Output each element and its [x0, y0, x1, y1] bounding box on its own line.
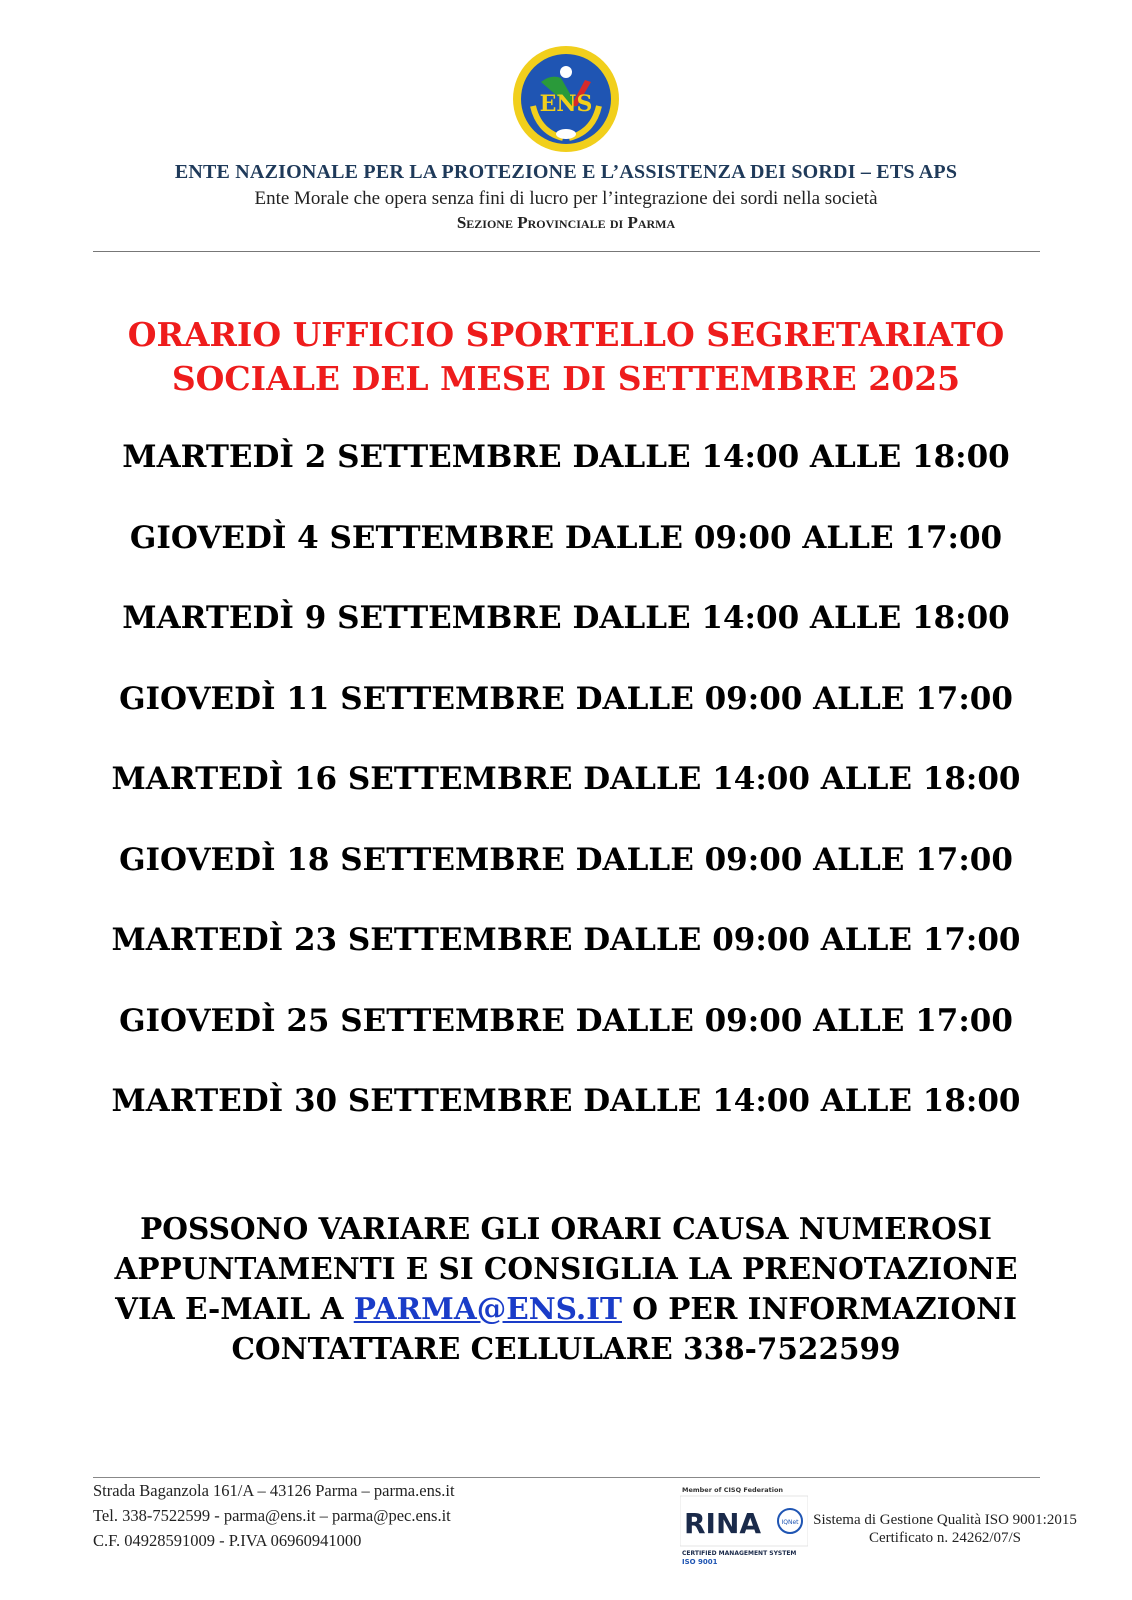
- schedule-list: [0, 435, 1132, 1160]
- schedule-item: MARTEDÌ 23 SETTEMBRE DALLE 09:00 ALLE 17:00: [111, 922, 1021, 958]
- iqnet-text: IQNet: [781, 1519, 799, 1526]
- notice-line-3-suffix: O PER INFORMAZIONI: [621, 1291, 1017, 1326]
- logo-text: ENS: [539, 91, 593, 117]
- schedule-item: GIOVEDÌ 11 SETTEMBRE DALLE 09:00 ALLE 17:00: [119, 680, 1013, 717]
- email-link[interactable]: PARMA@ENS.IT: [353, 1291, 622, 1326]
- title-line-2: SOCIALE DEL MESE DI SETTEMBRE 2025: [171, 359, 961, 398]
- footer-address: Strada Baganzola 161/A – 43126 Parma – parma.ens.it: [93, 1481, 455, 1500]
- page-title: [40, 313, 1092, 401]
- footer-fiscal: C.F. 04928591009 - P.IVA 06960941000: [93, 1531, 362, 1550]
- schedule-item: GIOVEDÌ 25 SETTEMBRE DALLE 09:00 ALLE 17:00: [119, 1002, 1013, 1039]
- notice-line-2: APPUNTAMENTI E SI CONSIGLIA LA PRENOTAZIONE: [114, 1251, 1018, 1286]
- title-line-1: ORARIO UFFICIO SPORTELLO SEGRETARIATO: [127, 315, 1005, 354]
- rina-certification-logo: [680, 1483, 808, 1568]
- cert-number: Certificato n. 24262/07/S: [868, 1530, 1022, 1546]
- rina-cms-text: CERTIFIED MANAGEMENT SYSTEM: [682, 1550, 797, 1557]
- schedule-item: GIOVEDÌ 4 SETTEMBRE DALLE 09:00 ALLE 17:00: [129, 519, 1003, 556]
- org-section: Sezione Provinciale di Parma: [456, 213, 676, 232]
- schedule-item: GIOVEDÌ 18 SETTEMBRE DALLE 09:00 ALLE 17:00: [119, 841, 1013, 878]
- footer-phone-email: Tel. 338-7522599 - parma@ens.it – parma@pec.ens.it: [93, 1506, 451, 1525]
- schedule-item: MARTEDÌ 2 SETTEMBRE DALLE 14:00 ALLE 18:00: [122, 439, 1010, 475]
- rina-iso-text: ISO 9001: [682, 1558, 718, 1566]
- notice-block: [40, 1209, 1092, 1369]
- org-name: ENTE NAZIONALE PER LA PROTEZIONE E L’ASSISTENZA DEI SORDI – ETS APS: [174, 161, 958, 183]
- schedule-item: MARTEDÌ 30 SETTEMBRE DALLE 14:00 ALLE 18:00: [111, 1083, 1021, 1119]
- notice-line-3-prefix: VIA E-MAIL A: [115, 1291, 354, 1326]
- ens-logo: [511, 44, 621, 154]
- header-divider: [93, 251, 1040, 252]
- cert-system: Sistema di Gestione Qualità ISO 9001:2015: [813, 1512, 1077, 1528]
- schedule-item: MARTEDÌ 16 SETTEMBRE DALLE 14:00 ALLE 18:00: [111, 761, 1021, 797]
- org-subtitle: Ente Morale che opera senza fini di lucro per l’integrazione dei sordi nella società: [254, 188, 878, 209]
- schedule-item: MARTEDÌ 9 SETTEMBRE DALLE 14:00 ALLE 18:00: [122, 600, 1010, 636]
- rina-brand: RINA: [684, 1507, 762, 1540]
- notice-line-1: POSSONO VARIARE GLI ORARI CAUSA NUMEROSI: [140, 1211, 992, 1246]
- rina-member-text: Member of CISQ Federation: [682, 1486, 784, 1494]
- notice-line-4: CONTATTARE CELLULARE 338-7522599: [231, 1331, 901, 1366]
- footer-contacts: [93, 1478, 455, 1553]
- footer-certification: [810, 1511, 1080, 1547]
- notice-line-3: [40, 1289, 1092, 1329]
